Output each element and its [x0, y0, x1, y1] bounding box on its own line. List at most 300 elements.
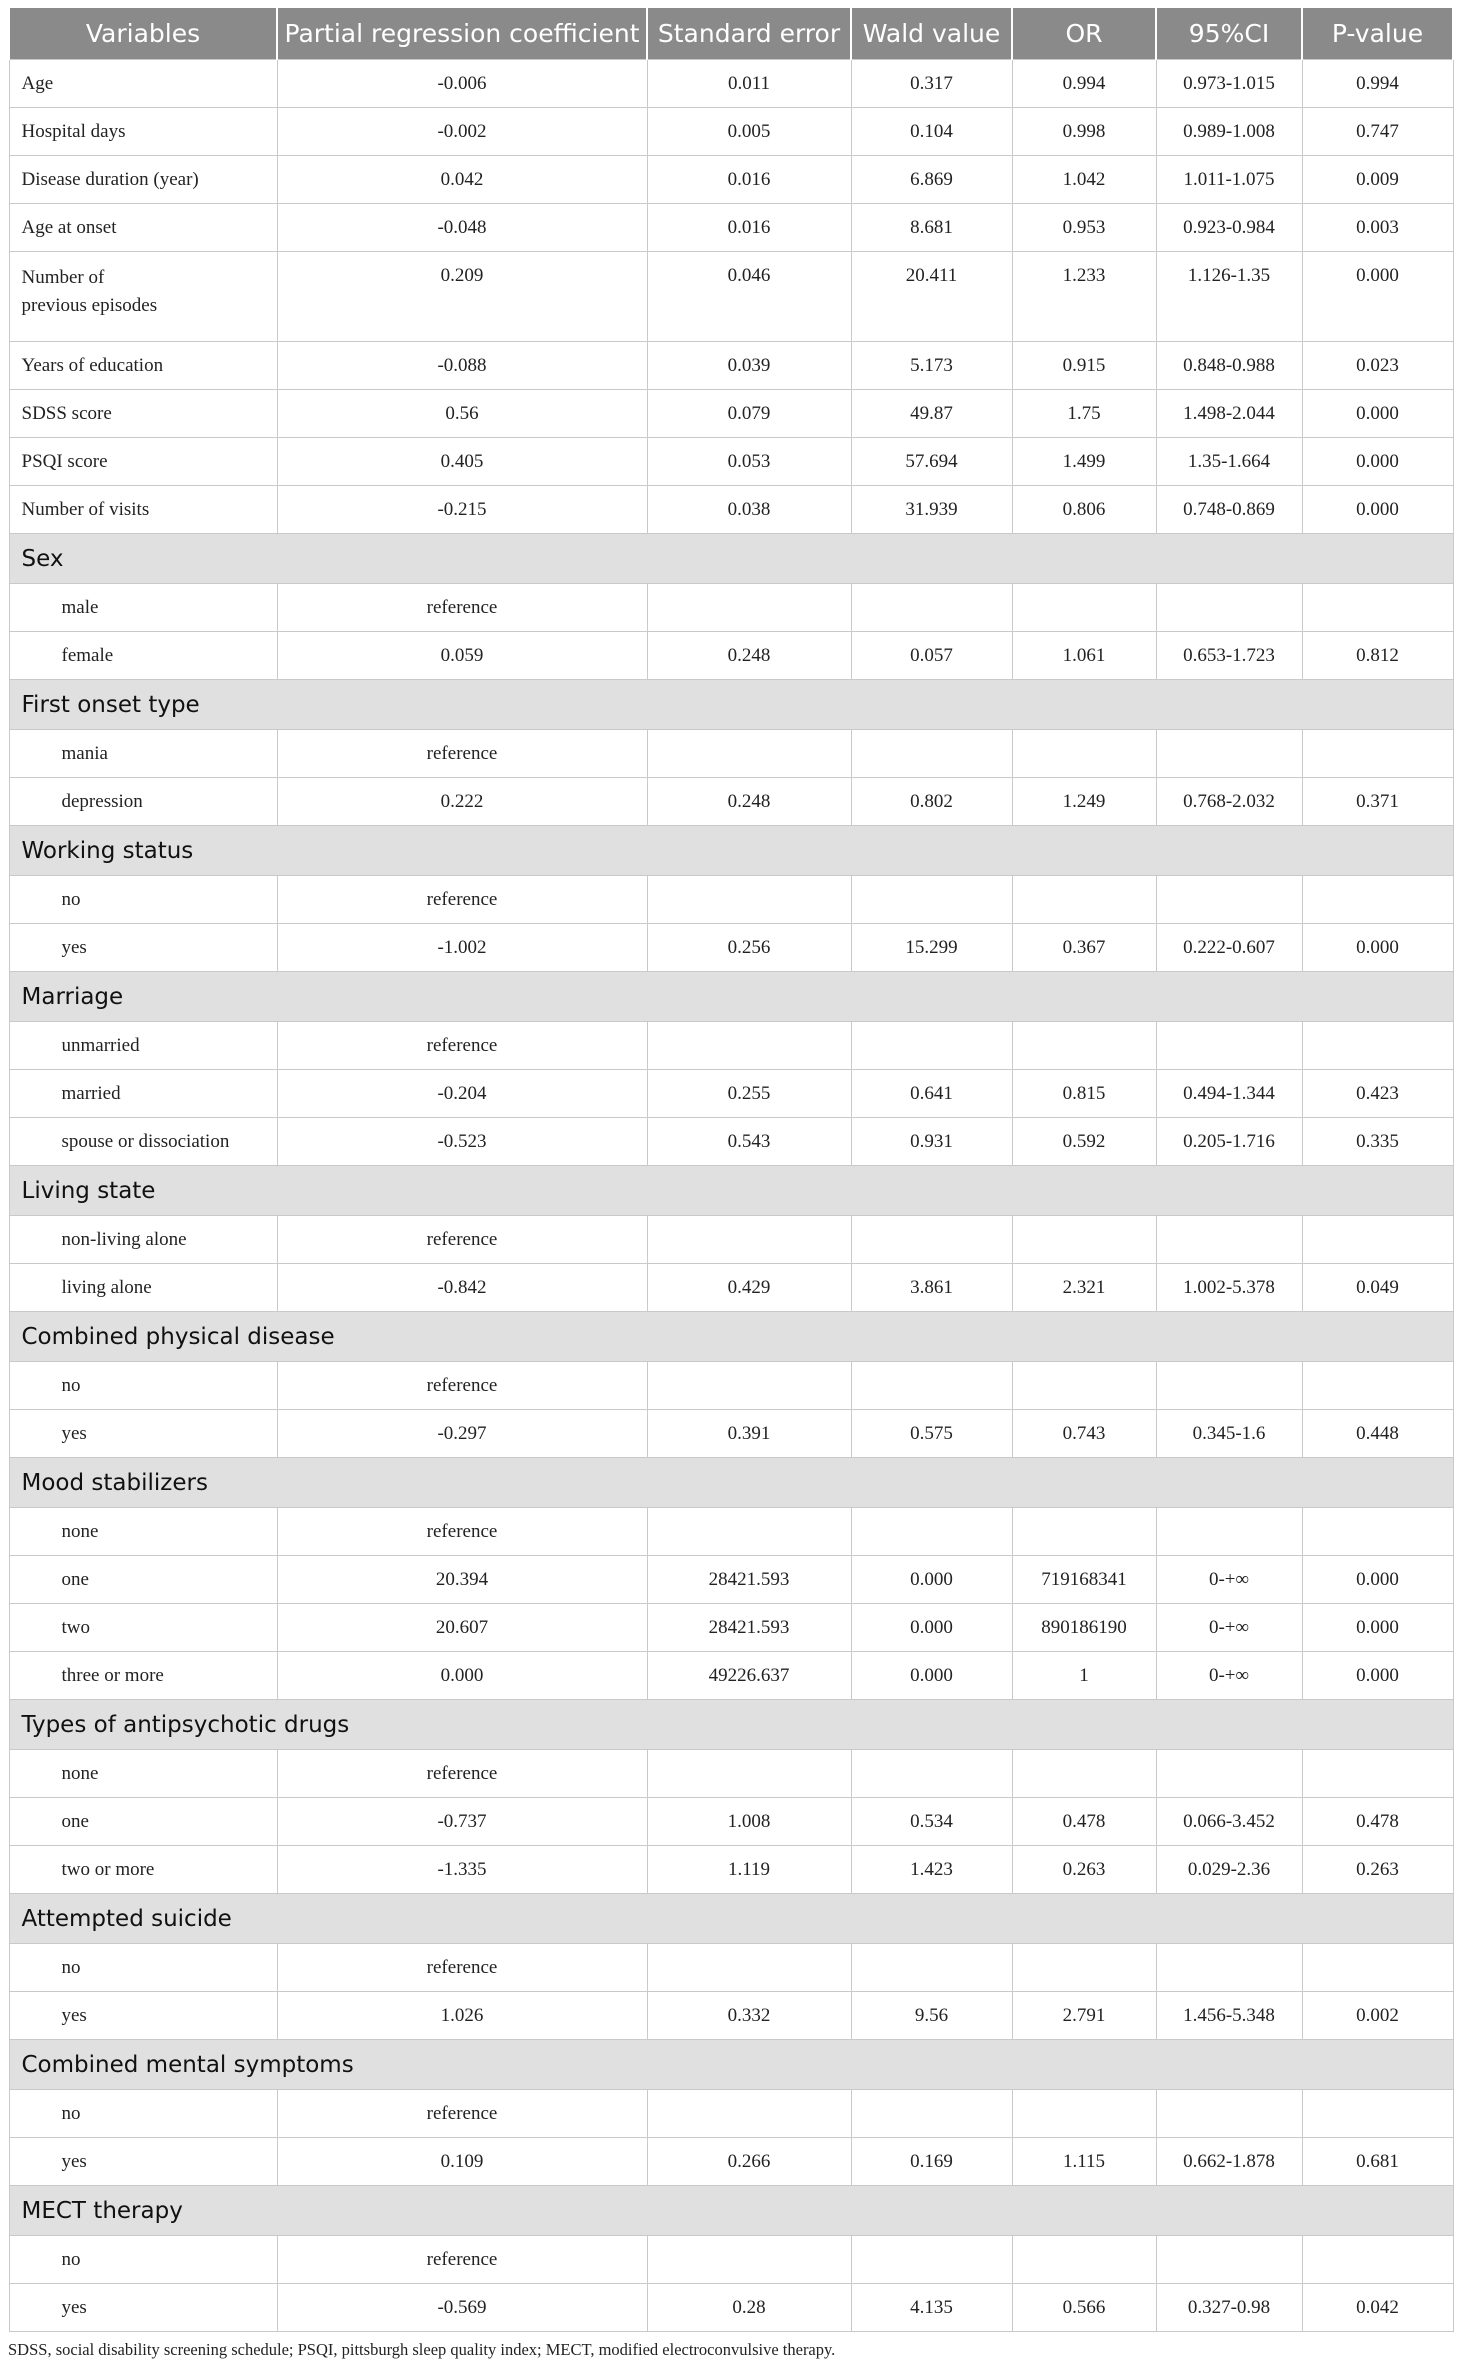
cell-p-value: 0.478 — [1302, 1798, 1453, 1846]
table-row — [9, 486, 1453, 534]
group-header-row — [9, 1894, 1453, 1944]
cell-p-value: 0.000 — [1302, 1652, 1453, 1700]
cell-p-value: 0.994 — [1302, 60, 1453, 108]
cell-wald-value — [851, 1750, 1012, 1798]
row-label: depression — [9, 778, 277, 826]
cell-standard-error: 0.429 — [647, 1264, 851, 1312]
cell-standard-error — [647, 1216, 851, 1264]
row-label: none — [9, 1750, 277, 1798]
cell-95ci: 0.222-0.607 — [1156, 924, 1302, 972]
cell-standard-error — [647, 2236, 851, 2284]
table-row — [9, 1604, 1453, 1652]
cell-coefficient: 0.059 — [277, 632, 647, 680]
row-label: SDSS score — [9, 390, 277, 438]
cell-95ci — [1156, 1022, 1302, 1070]
cell-standard-error: 0.079 — [647, 390, 851, 438]
cell-standard-error: 0.005 — [647, 108, 851, 156]
cell-or — [1012, 1750, 1156, 1798]
cell-p-value: 0.371 — [1302, 778, 1453, 826]
cell-standard-error: 0.248 — [647, 632, 851, 680]
group-header-row — [9, 2186, 1453, 2236]
row-label: none — [9, 1508, 277, 1556]
table-row — [9, 1750, 1453, 1798]
cell-p-value: 0.000 — [1302, 390, 1453, 438]
cell-standard-error: 0.543 — [647, 1118, 851, 1166]
cell-p-value: 0.681 — [1302, 2138, 1453, 2186]
table-row — [9, 60, 1453, 108]
cell-standard-error: 0.053 — [647, 438, 851, 486]
cell-p-value: 0.002 — [1302, 1992, 1453, 2040]
table-row — [9, 1362, 1453, 1410]
cell-wald-value: 0.104 — [851, 108, 1012, 156]
cell-95ci — [1156, 1508, 1302, 1556]
cell-standard-error: 0.016 — [647, 204, 851, 252]
cell-or: 0.478 — [1012, 1798, 1156, 1846]
cell-or: 890186190 — [1012, 1604, 1156, 1652]
cell-or: 1.499 — [1012, 438, 1156, 486]
cell-wald-value: 1.423 — [851, 1846, 1012, 1894]
cell-standard-error: 0.28 — [647, 2284, 851, 2332]
row-label-line: previous episodes — [21, 295, 158, 316]
cell-p-value — [1302, 876, 1453, 924]
cell-or: 0.994 — [1012, 60, 1156, 108]
cell-95ci — [1156, 1216, 1302, 1264]
cell-coefficient: reference — [277, 2236, 647, 2284]
row-label: spouse or dissociation — [9, 1118, 277, 1166]
row-label: married — [9, 1070, 277, 1118]
cell-wald-value — [851, 1944, 1012, 1992]
cell-wald-value: 49.87 — [851, 390, 1012, 438]
cell-coefficient: 0.209 — [277, 252, 647, 342]
cell-or: 0.953 — [1012, 204, 1156, 252]
cell-p-value — [1302, 1022, 1453, 1070]
cell-or: 1.115 — [1012, 2138, 1156, 2186]
cell-95ci: 0.494-1.344 — [1156, 1070, 1302, 1118]
header-p-value: P-value — [1302, 8, 1453, 60]
group-title: Combined physical disease — [9, 1312, 1453, 1362]
cell-coefficient: -0.215 — [277, 486, 647, 534]
table-footnote: SDSS, social disability screening schedule; PSQI, pittsburgh sleep quality index; MECT, modified electroconvulsive therapy. — [8, 2340, 836, 2359]
cell-or: 0.743 — [1012, 1410, 1156, 1458]
row-label: yes — [9, 2284, 277, 2332]
cell-coefficient: 0.405 — [277, 438, 647, 486]
table-row — [9, 730, 1453, 778]
cell-or: 0.915 — [1012, 342, 1156, 390]
cell-95ci: 0.768-2.032 — [1156, 778, 1302, 826]
cell-95ci: 0.205-1.716 — [1156, 1118, 1302, 1166]
cell-coefficient: reference — [277, 1362, 647, 1410]
cell-p-value — [1302, 2090, 1453, 2138]
cell-coefficient: reference — [277, 1944, 647, 1992]
cell-coefficient: 1.026 — [277, 1992, 647, 2040]
row-label: male — [9, 584, 277, 632]
table-row — [9, 1652, 1453, 1700]
cell-or — [1012, 1216, 1156, 1264]
header-variables: Variables — [9, 8, 277, 60]
cell-standard-error: 0.332 — [647, 1992, 851, 2040]
table-row — [9, 390, 1453, 438]
table-row — [9, 584, 1453, 632]
table-header — [9, 8, 1453, 60]
cell-wald-value: 5.173 — [851, 342, 1012, 390]
cell-or — [1012, 1944, 1156, 1992]
table-row — [9, 1022, 1453, 1070]
cell-p-value — [1302, 1508, 1453, 1556]
row-label: non-living alone — [9, 1216, 277, 1264]
cell-or: 1.233 — [1012, 252, 1156, 342]
row-label: two or more — [9, 1846, 277, 1894]
cell-or — [1012, 876, 1156, 924]
cell-95ci: 1.011-1.075 — [1156, 156, 1302, 204]
cell-p-value: 0.003 — [1302, 204, 1453, 252]
cell-coefficient: 20.607 — [277, 1604, 647, 1652]
cell-95ci: 0.848-0.988 — [1156, 342, 1302, 390]
row-label: Disease duration (year) — [9, 156, 277, 204]
cell-coefficient: -0.737 — [277, 1798, 647, 1846]
cell-wald-value — [851, 730, 1012, 778]
regression-table-container — [8, 8, 1452, 2360]
cell-wald-value: 8.681 — [851, 204, 1012, 252]
table-row — [9, 2090, 1453, 2138]
cell-p-value: 0.000 — [1302, 486, 1453, 534]
group-header-row — [9, 972, 1453, 1022]
cell-95ci: 1.35-1.664 — [1156, 438, 1302, 486]
cell-wald-value — [851, 1216, 1012, 1264]
cell-standard-error — [647, 730, 851, 778]
cell-coefficient: -0.204 — [277, 1070, 647, 1118]
cell-wald-value: 20.411 — [851, 252, 1012, 342]
cell-wald-value — [851, 1362, 1012, 1410]
cell-coefficient: -0.006 — [277, 60, 647, 108]
table-row — [9, 342, 1453, 390]
cell-95ci: 0.029-2.36 — [1156, 1846, 1302, 1894]
cell-standard-error — [647, 1944, 851, 1992]
cell-95ci: 1.002-5.378 — [1156, 1264, 1302, 1312]
cell-95ci: 0.662-1.878 — [1156, 2138, 1302, 2186]
group-title: Mood stabilizers — [9, 1458, 1453, 1508]
row-label: unmarried — [9, 1022, 277, 1070]
cell-p-value: 0.023 — [1302, 342, 1453, 390]
cell-wald-value — [851, 584, 1012, 632]
row-label: PSQI score — [9, 438, 277, 486]
table-row — [9, 2236, 1453, 2284]
cell-p-value: 0.049 — [1302, 1264, 1453, 1312]
cell-standard-error: 0.266 — [647, 2138, 851, 2186]
table-row — [9, 778, 1453, 826]
cell-p-value: 0.448 — [1302, 1410, 1453, 1458]
table-row — [9, 1264, 1453, 1312]
table-row — [9, 1070, 1453, 1118]
cell-95ci: 0.748-0.869 — [1156, 486, 1302, 534]
cell-coefficient: -0.297 — [277, 1410, 647, 1458]
row-label: living alone — [9, 1264, 277, 1312]
cell-coefficient: reference — [277, 1216, 647, 1264]
cell-or — [1012, 730, 1156, 778]
regression-table — [8, 8, 1454, 2332]
cell-standard-error: 1.008 — [647, 1798, 851, 1846]
cell-p-value: 0.042 — [1302, 2284, 1453, 2332]
table-row — [9, 252, 1453, 342]
cell-p-value: 0.000 — [1302, 252, 1453, 342]
cell-p-value: 0.335 — [1302, 1118, 1453, 1166]
cell-95ci: 0-+∞ — [1156, 1604, 1302, 1652]
cell-p-value: 0.812 — [1302, 632, 1453, 680]
cell-coefficient: -0.569 — [277, 2284, 647, 2332]
group-header-row — [9, 1166, 1453, 1216]
cell-or — [1012, 1362, 1156, 1410]
cell-p-value — [1302, 730, 1453, 778]
table-row — [9, 1992, 1453, 2040]
row-label: yes — [9, 924, 277, 972]
table-row — [9, 1118, 1453, 1166]
table-row — [9, 1556, 1453, 1604]
cell-coefficient: reference — [277, 730, 647, 778]
cell-standard-error — [647, 876, 851, 924]
row-label: Number of visits — [9, 486, 277, 534]
cell-p-value — [1302, 2236, 1453, 2284]
row-label: one — [9, 1556, 277, 1604]
cell-coefficient: 0.042 — [277, 156, 647, 204]
row-label: no — [9, 2090, 277, 2138]
cell-95ci — [1156, 1750, 1302, 1798]
header-wald-value: Wald value — [851, 8, 1012, 60]
cell-or: 2.791 — [1012, 1992, 1156, 2040]
group-title: Combined mental symptoms — [9, 2040, 1453, 2090]
row-label: Age — [9, 60, 277, 108]
cell-95ci: 0.066-3.452 — [1156, 1798, 1302, 1846]
cell-95ci: 0.345-1.6 — [1156, 1410, 1302, 1458]
cell-coefficient: 20.394 — [277, 1556, 647, 1604]
group-header-row — [9, 1312, 1453, 1362]
cell-or: 1.061 — [1012, 632, 1156, 680]
header-or: OR — [1012, 8, 1156, 60]
cell-or — [1012, 1022, 1156, 1070]
cell-wald-value: 0.000 — [851, 1556, 1012, 1604]
row-label: yes — [9, 1992, 277, 2040]
row-label — [9, 252, 277, 342]
cell-wald-value: 0.317 — [851, 60, 1012, 108]
cell-wald-value: 0.000 — [851, 1652, 1012, 1700]
cell-or: 1.249 — [1012, 778, 1156, 826]
cell-coefficient: -0.002 — [277, 108, 647, 156]
cell-95ci: 0-+∞ — [1156, 1652, 1302, 1700]
row-label: yes — [9, 2138, 277, 2186]
cell-or: 1 — [1012, 1652, 1156, 1700]
cell-coefficient: -0.523 — [277, 1118, 647, 1166]
cell-p-value — [1302, 584, 1453, 632]
cell-coefficient: 0.109 — [277, 2138, 647, 2186]
cell-p-value — [1302, 1750, 1453, 1798]
row-label: two — [9, 1604, 277, 1652]
cell-standard-error: 0.046 — [647, 252, 851, 342]
cell-standard-error: 0.248 — [647, 778, 851, 826]
group-title: Types of antipsychotic drugs — [9, 1700, 1453, 1750]
cell-wald-value: 57.694 — [851, 438, 1012, 486]
cell-p-value — [1302, 1944, 1453, 1992]
group-header-row — [9, 534, 1453, 584]
group-title: MECT therapy — [9, 2186, 1453, 2236]
row-label: mania — [9, 730, 277, 778]
cell-wald-value — [851, 1508, 1012, 1556]
row-label: no — [9, 2236, 277, 2284]
cell-coefficient: reference — [277, 584, 647, 632]
cell-wald-value — [851, 876, 1012, 924]
cell-or — [1012, 1508, 1156, 1556]
cell-wald-value: 0.000 — [851, 1604, 1012, 1652]
cell-95ci — [1156, 584, 1302, 632]
cell-wald-value: 3.861 — [851, 1264, 1012, 1312]
cell-wald-value: 6.869 — [851, 156, 1012, 204]
row-label: one — [9, 1798, 277, 1846]
group-header-row — [9, 2040, 1453, 2090]
cell-standard-error — [647, 1750, 851, 1798]
group-header-row — [9, 826, 1453, 876]
cell-standard-error: 1.119 — [647, 1846, 851, 1894]
cell-coefficient: -0.842 — [277, 1264, 647, 1312]
row-label: female — [9, 632, 277, 680]
cell-or: 1.75 — [1012, 390, 1156, 438]
cell-95ci — [1156, 2090, 1302, 2138]
cell-wald-value: 15.299 — [851, 924, 1012, 972]
cell-p-value: 0.000 — [1302, 1556, 1453, 1604]
cell-coefficient: 0.000 — [277, 1652, 647, 1700]
cell-p-value: 0.263 — [1302, 1846, 1453, 1894]
cell-or: 0.806 — [1012, 486, 1156, 534]
cell-wald-value: 0.802 — [851, 778, 1012, 826]
table-row — [9, 438, 1453, 486]
cell-standard-error: 0.255 — [647, 1070, 851, 1118]
cell-or — [1012, 2090, 1156, 2138]
table-row — [9, 1944, 1453, 1992]
cell-95ci: 0.327-0.98 — [1156, 2284, 1302, 2332]
cell-95ci — [1156, 2236, 1302, 2284]
cell-p-value: 0.000 — [1302, 1604, 1453, 1652]
cell-coefficient: reference — [277, 876, 647, 924]
table-row — [9, 876, 1453, 924]
cell-p-value: 0.000 — [1302, 438, 1453, 486]
cell-p-value — [1302, 1216, 1453, 1264]
cell-coefficient: 0.222 — [277, 778, 647, 826]
cell-or: 719168341 — [1012, 1556, 1156, 1604]
cell-coefficient: reference — [277, 1750, 647, 1798]
row-label: no — [9, 1944, 277, 1992]
cell-wald-value: 0.057 — [851, 632, 1012, 680]
cell-wald-value: 4.135 — [851, 2284, 1012, 2332]
cell-coefficient: reference — [277, 1022, 647, 1070]
cell-wald-value — [851, 1022, 1012, 1070]
table-row — [9, 108, 1453, 156]
cell-p-value — [1302, 1362, 1453, 1410]
cell-standard-error — [647, 1508, 851, 1556]
cell-wald-value: 0.931 — [851, 1118, 1012, 1166]
cell-standard-error — [647, 584, 851, 632]
cell-standard-error: 0.011 — [647, 60, 851, 108]
row-label: three or more — [9, 1652, 277, 1700]
table-row — [9, 1508, 1453, 1556]
cell-standard-error: 0.256 — [647, 924, 851, 972]
cell-coefficient: -1.002 — [277, 924, 647, 972]
table-row — [9, 156, 1453, 204]
cell-or: 0.592 — [1012, 1118, 1156, 1166]
row-label: no — [9, 1362, 277, 1410]
header-coefficient: Partial regression coefficient — [277, 8, 647, 60]
table-row — [9, 1798, 1453, 1846]
row-label-line: Number of — [21, 267, 105, 288]
cell-wald-value: 0.575 — [851, 1410, 1012, 1458]
cell-or: 0.566 — [1012, 2284, 1156, 2332]
group-title: First onset type — [9, 680, 1453, 730]
table-row — [9, 2138, 1453, 2186]
cell-coefficient: reference — [277, 1508, 647, 1556]
cell-standard-error — [647, 2090, 851, 2138]
cell-standard-error: 0.038 — [647, 486, 851, 534]
cell-standard-error: 0.039 — [647, 342, 851, 390]
cell-p-value: 0.423 — [1302, 1070, 1453, 1118]
cell-or — [1012, 584, 1156, 632]
group-title: Working status — [9, 826, 1453, 876]
cell-coefficient: 0.56 — [277, 390, 647, 438]
cell-95ci — [1156, 730, 1302, 778]
row-label: Years of education — [9, 342, 277, 390]
cell-wald-value: 9.56 — [851, 1992, 1012, 2040]
cell-wald-value: 0.534 — [851, 1798, 1012, 1846]
cell-coefficient: -0.048 — [277, 204, 647, 252]
cell-wald-value: 0.641 — [851, 1070, 1012, 1118]
group-title: Marriage — [9, 972, 1453, 1022]
cell-95ci: 0.923-0.984 — [1156, 204, 1302, 252]
header-standard-error: Standard error — [647, 8, 851, 60]
cell-95ci: 0.973-1.015 — [1156, 60, 1302, 108]
cell-p-value: 0.000 — [1302, 924, 1453, 972]
row-label: no — [9, 876, 277, 924]
cell-wald-value — [851, 2236, 1012, 2284]
cell-95ci: 0-+∞ — [1156, 1556, 1302, 1604]
row-label: Age at onset — [9, 204, 277, 252]
cell-95ci — [1156, 1944, 1302, 1992]
cell-standard-error — [647, 1362, 851, 1410]
cell-coefficient: -1.335 — [277, 1846, 647, 1894]
cell-or: 0.815 — [1012, 1070, 1156, 1118]
header-95ci: 95%CI — [1156, 8, 1302, 60]
cell-standard-error: 0.391 — [647, 1410, 851, 1458]
cell-95ci — [1156, 1362, 1302, 1410]
table-row — [9, 1216, 1453, 1264]
group-header-row — [9, 680, 1453, 730]
row-label: yes — [9, 1410, 277, 1458]
cell-or: 0.367 — [1012, 924, 1156, 972]
table-body — [9, 60, 1453, 2332]
cell-wald-value: 0.169 — [851, 2138, 1012, 2186]
table-row — [9, 924, 1453, 972]
table-row — [9, 2284, 1453, 2332]
cell-wald-value — [851, 2090, 1012, 2138]
cell-95ci — [1156, 876, 1302, 924]
cell-or: 0.263 — [1012, 1846, 1156, 1894]
table-row — [9, 632, 1453, 680]
cell-95ci: 1.456-5.348 — [1156, 1992, 1302, 2040]
cell-standard-error — [647, 1022, 851, 1070]
cell-p-value: 0.747 — [1302, 108, 1453, 156]
table-row — [9, 1846, 1453, 1894]
cell-standard-error: 49226.637 — [647, 1652, 851, 1700]
group-title: Living state — [9, 1166, 1453, 1216]
cell-or: 1.042 — [1012, 156, 1156, 204]
group-header-row — [9, 1700, 1453, 1750]
cell-or — [1012, 2236, 1156, 2284]
cell-or: 0.998 — [1012, 108, 1156, 156]
cell-standard-error: 0.016 — [647, 156, 851, 204]
header-row — [9, 8, 1453, 60]
